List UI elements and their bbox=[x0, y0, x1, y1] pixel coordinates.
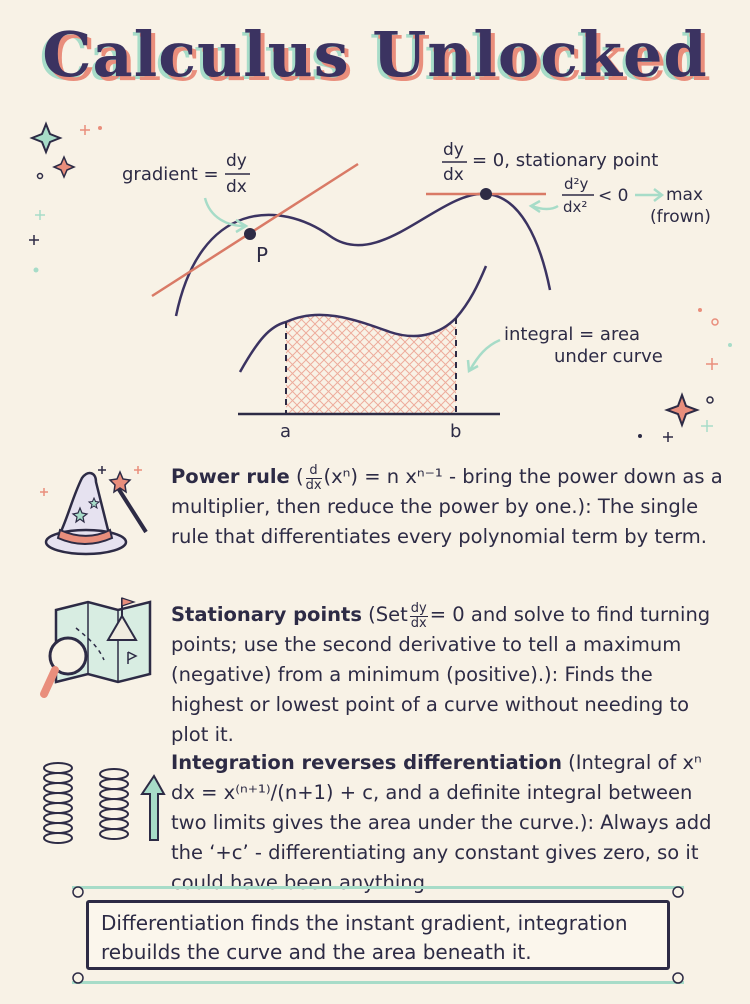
area-under-curve bbox=[286, 315, 456, 414]
point-label: P bbox=[256, 243, 269, 267]
point-p bbox=[244, 228, 256, 240]
second-derivative-top: d²y bbox=[564, 175, 589, 193]
power-rule-section: Power rule ( $\frac{d}{dx}$ (xⁿ) = n xⁿ⁻¹ - bring the power down as a multiplier, then reduce the power by one.): The single rule that differentiates every polynomial term by term. bbox=[171, 462, 723, 548]
section-summary: Always add the ‘+c’ - differentiating any constant gives zero, so it could have been anything. bbox=[171, 811, 712, 894]
gradient-dx: dx bbox=[226, 177, 247, 197]
integration-section bbox=[171, 748, 731, 898]
integral-label-1: integral = area bbox=[504, 324, 641, 345]
function-curve bbox=[176, 194, 550, 316]
section-heading: Integration reverses differentiation bbox=[171, 751, 562, 774]
section-heading: Power rule bbox=[171, 465, 290, 488]
section-summary: Finds the highest or lowest point of a curve without needing to plot it. bbox=[171, 663, 690, 746]
limit-a-label: a bbox=[280, 421, 292, 442]
stationary-label: = 0, stationary point bbox=[472, 150, 659, 171]
stationary-points-section: Stationary points (Set $\frac{dy}{dx}$ = 0 and solve to find turning points; use the second derivative to tell a maximum (negative) from a minimum (positive).): Finds the highest or lowest point of a curve without needing to plot it. bbox=[171, 600, 711, 746]
springs-icon bbox=[36, 752, 166, 852]
sparkle-icon bbox=[29, 124, 102, 273]
max-label: max bbox=[666, 185, 704, 205]
page-title: Calculus Unlocked bbox=[42, 18, 708, 91]
section-summary: The single rule that differentiates every polynomial term by term. bbox=[171, 495, 707, 548]
integral-arrow bbox=[470, 340, 500, 370]
summary-box: Differentiation finds the instant gradient, integration rebuilds the curve and the area beneath it. bbox=[86, 900, 670, 970]
stationary-dx: dx bbox=[443, 165, 464, 185]
stationary-point bbox=[480, 188, 492, 200]
max-condition: < 0 bbox=[598, 186, 629, 206]
frown-label: (frown) bbox=[650, 207, 711, 227]
wizard-hat-icon bbox=[38, 458, 158, 558]
stationary-dy: dy bbox=[443, 140, 464, 160]
section-detail: - bring the power down as a multiplier, then reduce the power by one.): bbox=[171, 465, 723, 518]
gradient-dy: dy bbox=[226, 151, 247, 171]
integral-label-2: under curve bbox=[554, 346, 663, 367]
limit-b-label: b bbox=[450, 421, 462, 442]
calculus-diagram bbox=[0, 0, 750, 460]
section-detail: (Integral of xⁿ dx = x⁽ⁿ⁺¹⁾/(n+1) + c, and a definite integral between two limits gives the area under the curve.): bbox=[171, 751, 702, 834]
derivative-fraction: $\frac{dy}{dx}$ bbox=[410, 600, 427, 631]
power-rule-formula: (xⁿ) = n xⁿ⁻¹ bbox=[323, 465, 443, 488]
second-derivative-bottom: dx² bbox=[563, 198, 588, 216]
section-detail: = 0 and solve to find turning points; use the second derivative to tell a maximum (negative) from a minimum (positive).): bbox=[171, 603, 711, 686]
derivative-fraction: $\frac{d}{dx}$ bbox=[305, 462, 322, 493]
gradient-label: gradient = bbox=[122, 164, 219, 185]
treasure-map-icon bbox=[38, 590, 160, 702]
section-heading: Stationary points bbox=[171, 603, 362, 626]
sparkle-icon bbox=[638, 308, 732, 442]
